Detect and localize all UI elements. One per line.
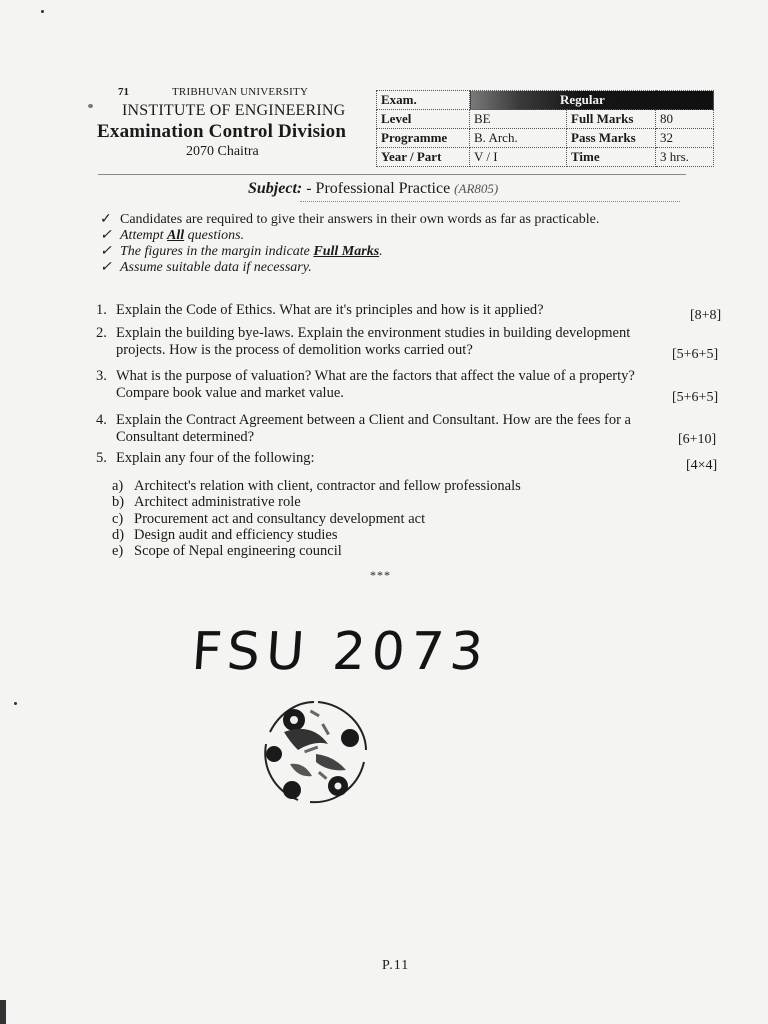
division-title: Examination Control Division [97, 121, 347, 142]
level-label: Level [377, 110, 470, 129]
question-text: Explain the Contract Agreement between a Client and Consultant. How are the fees for a [116, 412, 631, 428]
question-text-cont: projects. How is the process of demolition works carried out? [116, 342, 473, 358]
institute-name: INSTITUTE OF ENGINEERING [122, 102, 346, 119]
sub-item: c) Procurement act and consultancy development act [112, 511, 426, 527]
instruction-item: ✓ The figures in the margin indicate Full Marks. [100, 244, 383, 259]
handwritten-note: FSU 2073 [189, 622, 492, 682]
subject-line [248, 180, 498, 198]
question-text: Explain any four of the following: [116, 450, 315, 466]
question-text-cont: Consultant determined? [116, 429, 255, 445]
full-marks-emphasis: Full Marks [313, 244, 380, 259]
instruction-item: ✓ Attempt All questions. [100, 228, 245, 243]
question-marks: [4×4] [686, 458, 718, 473]
attempt-all-emphasis: All [167, 228, 185, 243]
exam-info-table [376, 90, 714, 167]
instruction-item [100, 260, 312, 276]
check-icon: ✓ [100, 260, 112, 275]
level-row [377, 110, 714, 129]
instruction-item [100, 212, 599, 228]
divider-top [98, 174, 686, 175]
time-label: Time [567, 148, 656, 167]
question-marks: [8+8] [690, 308, 722, 323]
exam-label: Exam. [377, 91, 470, 110]
question-3: 3. What is the purpose of valuation? What are the factors that affect the value of a property? Compare book value and market value. [96, 368, 696, 402]
question-1: 1. Explain the Code of Ethics. What are it's principles and how is it applied? [96, 302, 544, 318]
divider-subject [300, 201, 680, 202]
sub-item: b) Architect administrative role [112, 494, 301, 510]
full-marks-label: Full Marks [567, 110, 656, 129]
check-icon: ✓ [100, 212, 112, 227]
question-marks: [6+10] [678, 432, 717, 447]
exam-session: 2070 Chaitra [186, 144, 259, 159]
sub-item: d) Design audit and efficiency studies [112, 527, 338, 543]
check-icon: ✓ [100, 244, 112, 259]
exam-type-value: Regular [470, 91, 714, 110]
question-text: What is the purpose of valuation? What are the factors that affect the value of a property? [116, 368, 635, 384]
year-part-label: Year / Part [377, 148, 470, 167]
paper-code: 71 [118, 86, 129, 98]
pass-marks-value: 32 [656, 129, 714, 148]
exam-row [377, 91, 714, 110]
programme-label: Programme [377, 129, 470, 148]
time-value: 3 hrs. [656, 148, 714, 167]
check-icon: ✓ [100, 228, 112, 243]
seal-logo-icon [254, 692, 382, 810]
year-part-row [377, 148, 714, 167]
question-2: 2. Explain the building bye-laws. Explain the environment studies in building development projects. How is the process of demolition works carried out? [96, 325, 696, 359]
year-part-value: V / I [470, 148, 567, 167]
level-value: BE [470, 110, 567, 129]
university-name: TRIBHUVAN UNIVERSITY [172, 86, 309, 98]
instruction-text: Candidates are required to give their answers in their own words as far as practicable. [120, 212, 600, 227]
question-marks: [5+6+5] [672, 390, 719, 405]
question-marks: [5+6+5] [672, 347, 719, 362]
question-5: 5. Explain any four of the following: [96, 450, 315, 466]
sub-item: a) Architect's relation with client, contractor and fellow professionals [112, 478, 521, 494]
subject-name: - Professional Practice [306, 180, 451, 197]
subject-label: Subject: [248, 180, 303, 197]
question-text: Explain the building bye-laws. Explain the environment studies in building development [116, 325, 631, 341]
question-text: Explain the Code of Ethics. What are it's principles and how is it applied? [116, 302, 544, 318]
end-marker: *** [370, 568, 391, 582]
programme-row [377, 129, 714, 148]
question-text-cont: Compare book value and market value. [116, 385, 344, 401]
programme-value: B. Arch. [470, 129, 567, 148]
pass-marks-label: Pass Marks [567, 129, 656, 148]
page-number: P.11 [382, 958, 410, 973]
instruction-text: Assume suitable data if necessary. [120, 260, 312, 275]
sub-item: e) Scope of Nepal engineering council [112, 543, 342, 559]
question-4: 4. Explain the Contract Agreement between a Client and Consultant. How are the fees for a Consultant determined? [96, 412, 696, 446]
subject-code: (AR805) [454, 181, 499, 196]
full-marks-value: 80 [656, 110, 714, 129]
